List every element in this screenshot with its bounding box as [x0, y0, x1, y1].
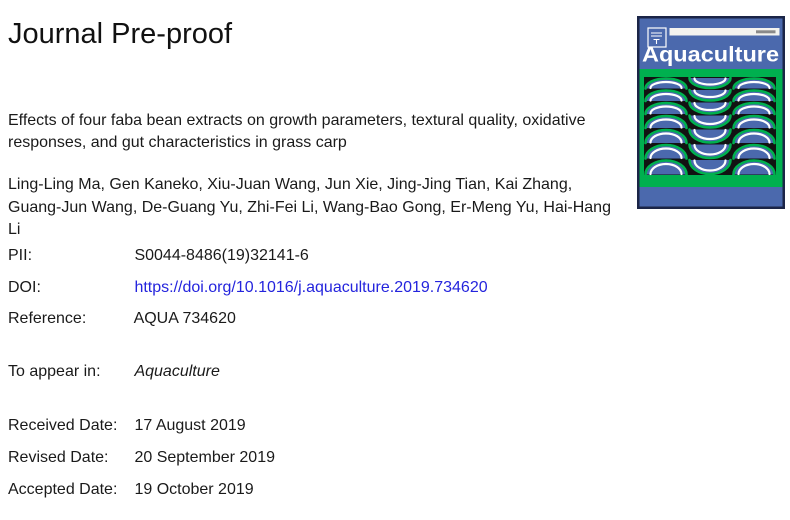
pii-label: PII: — [8, 247, 33, 264]
reference-row — [8, 310, 236, 328]
received-date-label: Received Date: — [8, 417, 118, 434]
accepted-date-row — [8, 481, 254, 499]
doi-row — [8, 279, 488, 297]
accepted-date-value: 19 October 2019 — [134, 481, 254, 498]
article-title-line: Effects of four faba bean extracts on growth parameters, textural quality, oxidative — [8, 112, 586, 129]
cover-journal-name: Aquaculture — [642, 43, 779, 67]
article-title — [8, 110, 586, 153]
article-title-line: responses, and gut characteristics in grass carp — [8, 133, 347, 151]
pii-row — [8, 247, 309, 265]
doi-label: DOI: — [8, 279, 41, 296]
received-date-row — [8, 417, 246, 435]
cover-issn-bar — [670, 28, 780, 36]
pii-value: S0044-8486(19)32141-6 — [134, 247, 309, 264]
to-appear-label: To appear in: — [8, 363, 101, 380]
page-title: Journal Pre-proof — [8, 18, 233, 50]
author-line: Guang-Jun Wang, De-Guang Yu, Zhi-Fei Li, Wang-Bao Gong, Er-Meng Yu, Hai-Hang — [8, 198, 611, 216]
cover-wave-pattern — [646, 78, 775, 175]
doi-link[interactable]: https://doi.org/10.1016/j.aquaculture.2019.734620 — [134, 279, 488, 296]
to-appear-row — [8, 363, 220, 381]
received-date-value: 17 August 2019 — [134, 417, 246, 434]
revised-date-value: 20 September 2019 — [134, 449, 275, 466]
revised-date-row — [8, 449, 275, 467]
author-line: Li — [8, 221, 21, 238]
reference-label: Reference: — [8, 310, 87, 327]
accepted-date-label: Accepted Date: — [8, 481, 118, 498]
issn-text-block — [756, 30, 776, 33]
revised-date-label: Revised Date: — [8, 449, 109, 466]
journal-cover-image — [637, 16, 785, 209]
to-appear-value: Aquaculture — [134, 363, 220, 380]
reference-value: AQUA 734620 — [133, 310, 236, 327]
author-line: Ling-Ling Ma, Gen Kaneko, Xiu-Juan Wang, Jun Xie, Jing-Jing Tian, Kai Zhang, — [8, 176, 573, 193]
author-list — [8, 174, 611, 242]
